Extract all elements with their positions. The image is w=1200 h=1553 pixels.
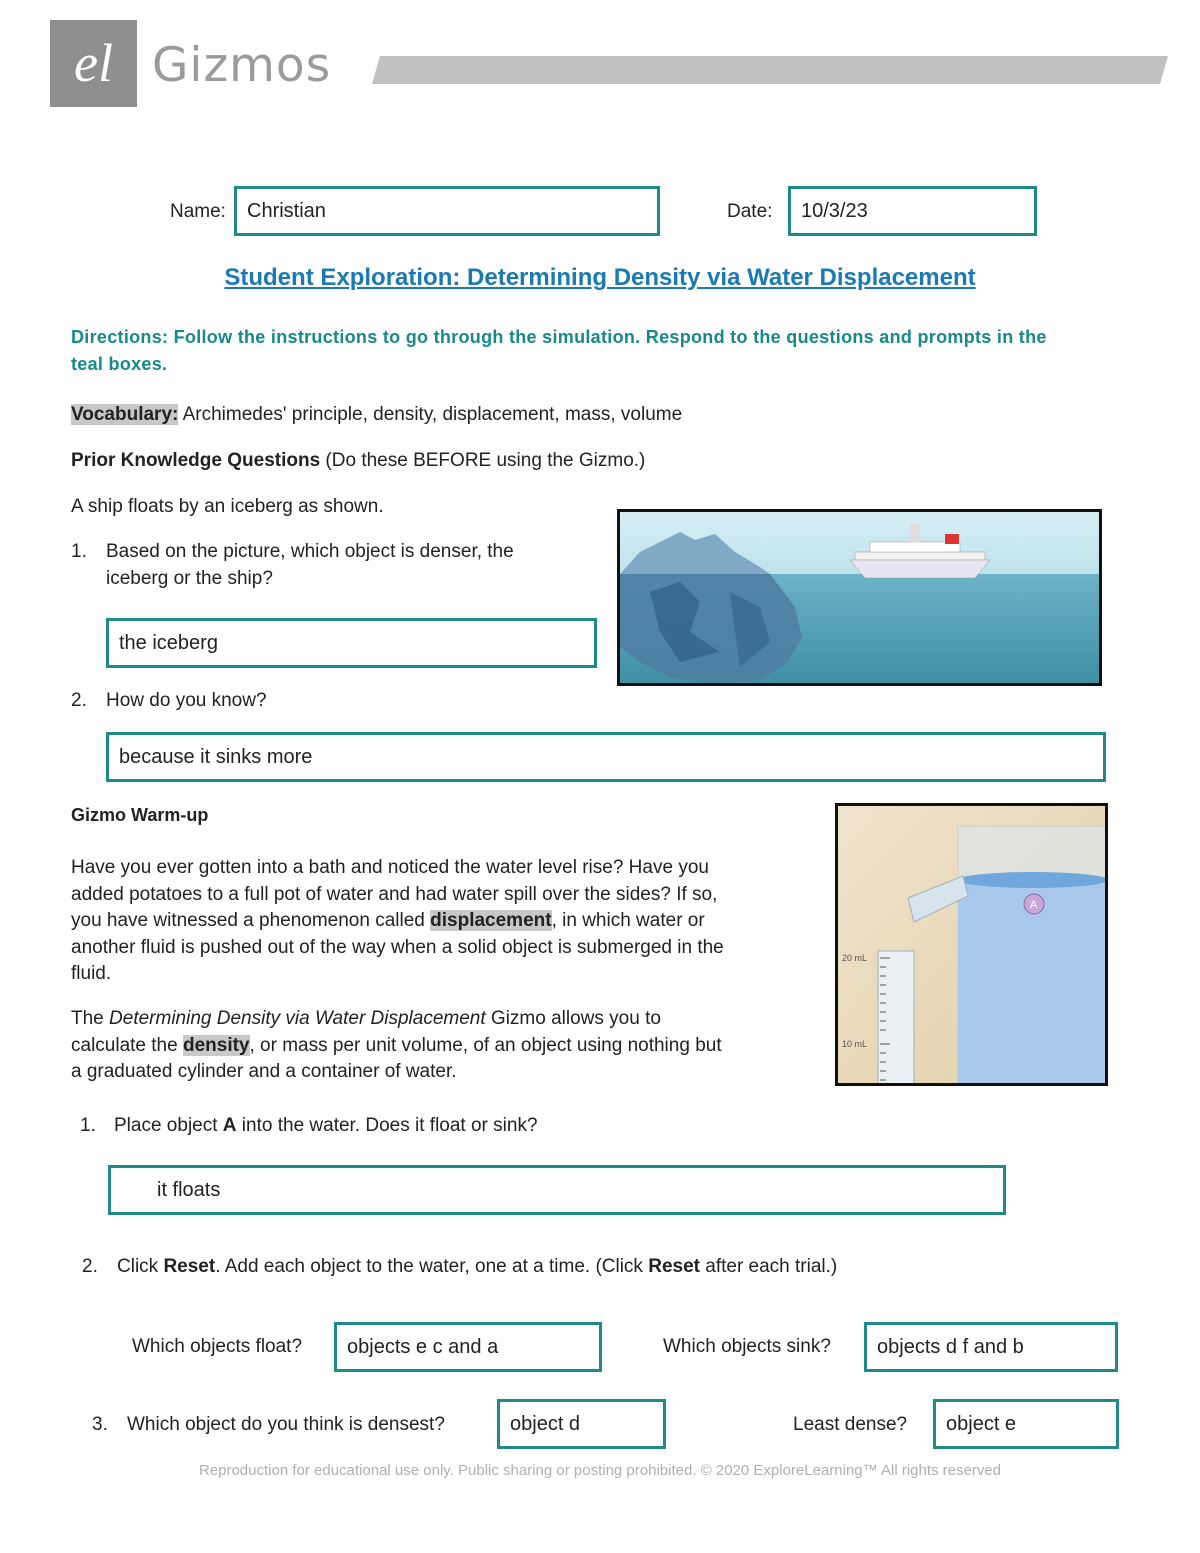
prior-q1-number: 1. — [71, 541, 87, 562]
prior-q1-line2: iceberg or the ship? — [106, 568, 273, 589]
date-value: 10/3/23 — [801, 199, 868, 222]
q1-text-b: into the water. Does it float or sink? — [236, 1115, 538, 1136]
warmup-heading: Gizmo Warm-up — [71, 805, 209, 825]
header-bar — [372, 56, 1168, 84]
label-10ml: 10 mL — [842, 1039, 868, 1049]
q2-reset-2: Reset — [648, 1256, 700, 1277]
iceberg-ship-image — [617, 509, 1102, 686]
prior-heading: Prior Knowledge Questions — [71, 450, 321, 471]
warmup-p1-line3-b: , in which water or — [551, 910, 705, 931]
term-density: density — [182, 1034, 250, 1056]
cylinder-image — [835, 803, 1108, 1086]
warmup-p1-line5: fluid. — [71, 963, 112, 984]
prior-note: (Do these BEFORE using the Gizmo.) — [320, 450, 646, 471]
footer: Reproduction for educational use only. Public sharing or posting prohibited. © 2020 ExploreLearning™ All rights reserved — [198, 1462, 1002, 1479]
q3-text: Which object do you think is densest? — [127, 1414, 445, 1435]
q2-text-c: after each trial.) — [699, 1256, 838, 1277]
prior-q1-line1: Based on the picture, which object is denser, the — [106, 541, 514, 562]
least-dense-value: object e — [946, 1412, 1017, 1435]
q2-text — [117, 1254, 837, 1281]
q2-text-a: Click — [117, 1256, 164, 1277]
prior-a1-field[interactable] — [106, 618, 597, 668]
warmup-p2-line1 — [71, 1006, 831, 1033]
page-title: Student Exploration: Determining Density via Water Displacement — [224, 264, 976, 291]
gizmo-title-italic: Determining Density via Water Displacement — [109, 1008, 486, 1029]
warmup-p2-line2-b: , or mass per unit volume, of an object using nothing but — [249, 1034, 722, 1056]
q1-answer-field[interactable] — [108, 1165, 1006, 1215]
prior-q2-text: How do you know? — [106, 690, 267, 711]
date-label: Date: — [727, 201, 773, 222]
least-dense-label: Least dense? — [793, 1414, 908, 1435]
warmup-p2-line2-a: calculate the — [71, 1034, 183, 1056]
prior-q2-number: 2. — [71, 690, 87, 711]
term-displacement: displacement — [430, 910, 552, 931]
densest-value: object d — [510, 1412, 581, 1435]
prior-a2-field[interactable] — [106, 732, 1106, 782]
warmup-p2-b: Gizmo allows you to — [485, 1008, 661, 1029]
logo-glyph: el — [74, 33, 113, 93]
vocabulary-line — [71, 402, 682, 429]
object-a-label: A — [1030, 899, 1038, 911]
q2-text-b: . Add each object to the water, one at a time. (Click — [215, 1256, 649, 1277]
warmup-p1-line3-a: you have witnessed a phenomenon called — [71, 910, 431, 931]
least-dense-field[interactable] — [933, 1399, 1119, 1449]
name-value: Christian — [247, 199, 326, 222]
directions: Directions: Follow the instructions to go through the simulation. Respond to the questions and prompts in the teal boxes. — [71, 327, 1047, 374]
warmup-p2-line3: a graduated cylinder and a container of water. — [71, 1061, 457, 1082]
q1-object: A — [222, 1115, 237, 1136]
sink-value: objects d f and b — [877, 1335, 1024, 1358]
prior-a1-value: the iceberg — [119, 631, 218, 654]
prior-heading-line — [71, 448, 645, 475]
logo-text: Gizmos — [152, 38, 332, 93]
name-label: Name: — [170, 201, 226, 222]
warmup-paragraph-2 — [71, 1006, 831, 1086]
float-label: Which objects float? — [132, 1336, 303, 1357]
sink-label: Which objects sink? — [663, 1336, 831, 1357]
q1-text-a: Place object — [114, 1115, 223, 1136]
warmup-p2-a: The — [71, 1008, 110, 1029]
densest-field[interactable] — [497, 1399, 666, 1449]
vocabulary-label: Vocabulary: — [71, 404, 179, 425]
vocabulary-text: Archimedes' principle, density, displacement, mass, volume — [178, 404, 683, 425]
sink-field[interactable] — [864, 1322, 1118, 1372]
q2-number: 2. — [82, 1256, 98, 1277]
warmup-p1-line3 — [71, 908, 831, 935]
float-field[interactable] — [334, 1322, 602, 1372]
cylinder-illustration — [838, 806, 1105, 1083]
warmup-p1-line1: Have you ever gotten into a bath and noticed the water level rise? Have you — [71, 857, 709, 878]
q3-number: 3. — [92, 1414, 108, 1435]
date-field[interactable] — [788, 186, 1037, 236]
label-20ml: 20 mL — [842, 953, 868, 963]
q1-text — [114, 1113, 538, 1140]
float-value: objects e c and a — [347, 1335, 499, 1358]
iceberg-ship-illustration — [620, 512, 1099, 683]
q2-reset-1: Reset — [163, 1256, 216, 1277]
warmup-paragraph-1 — [71, 855, 831, 988]
name-field[interactable] — [234, 186, 660, 236]
warmup-p2-line2 — [71, 1033, 831, 1060]
warmup-p1-line4: another fluid is pushed out of the way when a solid object is submerged in the — [71, 936, 724, 958]
warmup-p1-line2: added potatoes to a full pot of water and had water spill over the sides? If so, — [71, 883, 718, 905]
q1-answer-value: it floats — [157, 1178, 221, 1201]
prior-intro: A ship floats by an iceberg as shown. — [71, 496, 384, 517]
prior-a2-value: because it sinks more — [119, 745, 313, 768]
q1-number: 1. — [80, 1115, 96, 1136]
